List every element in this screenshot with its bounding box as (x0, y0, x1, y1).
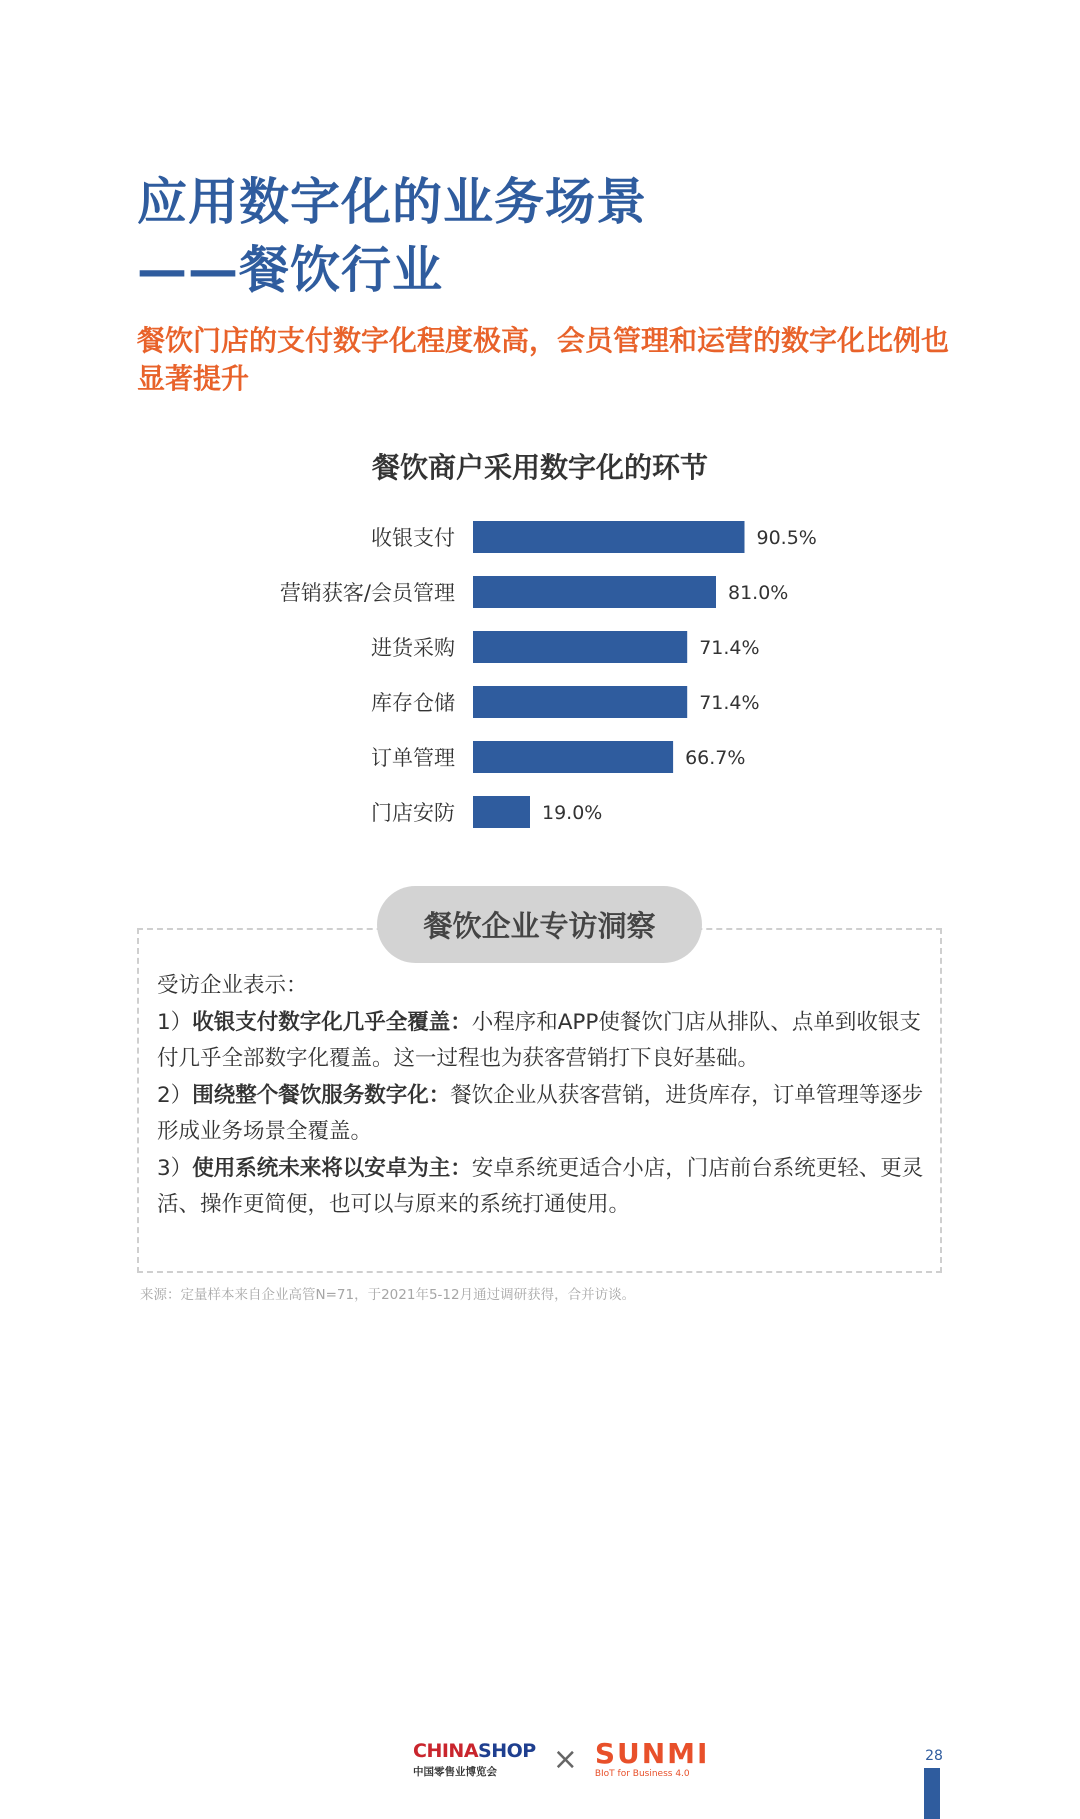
page-number: 28 (925, 1748, 943, 1764)
chinashop-logo (413, 1741, 536, 1779)
sunmi-logo-tag: BIoT for Business 4.0 (594, 1769, 690, 1779)
bar (473, 741, 673, 773)
insight-point-prefix: 1） (157, 1009, 193, 1035)
insight-point-1 (157, 1005, 937, 1078)
source-note: 来源：定量样本来自企业高管N=71，于2021年5-12月通过调研获得，合并访谈。 (140, 1287, 636, 1303)
insight-point-2 (157, 1078, 937, 1151)
insight-point-heading: 使用系统未来将以安卓为主： (192, 1155, 472, 1181)
insight-point-text: 餐饮企业从获客营销，进货库存，订单管理等逐步形成业务场景全覆盖。 (157, 1082, 924, 1144)
sunmi-logo (594, 1737, 710, 1779)
chart-title: 餐饮商户采用数字化的环节 (371, 451, 708, 484)
footer-logos (413, 1735, 709, 1785)
bar (473, 576, 716, 608)
bar (473, 796, 530, 828)
logo-separator: × (552, 1742, 578, 1777)
value-label: 19.0% (542, 802, 603, 824)
insight-point-text: 安卓系统更适合小店，门店前台系统更轻、更灵活、操作更简便，也可以与原来的系统打通使用。 (157, 1155, 924, 1217)
value-label: 81.0% (728, 582, 789, 604)
insight-point-3 (157, 1151, 937, 1224)
page-number-bar (924, 1768, 940, 1819)
bar (473, 631, 687, 663)
value-label: 66.7% (685, 747, 746, 769)
category-label: 门店安防 (371, 801, 455, 825)
category-label: 进货采购 (371, 636, 455, 660)
value-label: 71.4% (699, 637, 760, 659)
insight-point-heading: 围绕整个餐饮服务数字化： (192, 1082, 451, 1108)
insight-intro: 受访企业表示： (157, 973, 308, 998)
chinashop-logo-part2: SHOP (478, 1740, 536, 1762)
category-label: 库存仓储 (371, 691, 455, 715)
page-subtitle: 餐饮门店的支付数字化程度极高，会员管理和运营的数字化比例也显著提升 (137, 324, 950, 395)
bar-chart (0, 0, 1080, 860)
category-label: 收银支付 (371, 526, 455, 550)
sunmi-logo-name: SUNMI (594, 1737, 710, 1770)
category-label: 营销获客/会员管理 (279, 581, 455, 605)
bar (473, 521, 745, 553)
insight-point-prefix: 3） (157, 1155, 193, 1181)
page-title-line2: ——餐饮行业 (137, 241, 443, 299)
insight-header: 餐饮企业专访洞察 (377, 886, 702, 963)
insight-point-text: 小程序和APP使餐饮门店从排队、点单到收银支付几乎全部数字化覆盖。这一过程也为获客营销打下良好基础。 (157, 1009, 921, 1071)
bar (473, 686, 687, 718)
chinashop-logo-part1: CHINA (413, 1740, 479, 1762)
category-label: 订单管理 (371, 746, 455, 770)
insight-point-prefix: 2） (157, 1082, 193, 1108)
value-label: 71.4% (699, 692, 760, 714)
page-title-line1: 应用数字化的业务场景 (137, 173, 647, 231)
value-label: 90.5% (756, 527, 817, 549)
insight-body (157, 968, 937, 1224)
chinashop-logo-cn: 中国零售业博览会 (413, 1766, 497, 1778)
insight-point-heading: 收银支付数字化几乎全覆盖： (192, 1009, 472, 1035)
